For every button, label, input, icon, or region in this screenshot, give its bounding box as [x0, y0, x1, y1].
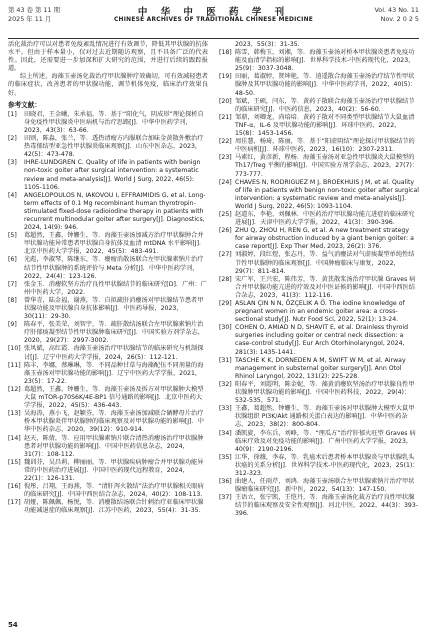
reference-item	[219, 357, 419, 381]
reference-text: 张金玉．消瘿软坚方治疗良性甲状腺结节的临床研究[D]．广州：广州中医药大学，2022.	[24, 280, 207, 296]
reference-item	[219, 73, 419, 97]
reference-item	[8, 483, 208, 499]
reference-item	[219, 179, 419, 211]
reference-number: [7]	[8, 280, 17, 288]
reference-number: [17]	[8, 499, 21, 507]
reference-text: 邹鼎，刘卿龙，尚培培．黄药子散对不同类型甲状腺结节大鼠血清 TNF-α、IL-6 及甲状腺功能的影响[J]．环球中医药，2022，15(8)：1453-1456.	[235, 113, 415, 138]
page-number: 54	[8, 621, 18, 629]
volume-issue-en: Vol. 43 No. 11	[374, 6, 419, 14]
issue-date: 2025 年 11 月	[8, 14, 52, 23]
reference-text: 吴海涛，燕小飞，赵颖芬，等．海藻玉壶汤加减联合硒酵母片治疗桥本甲状腺炎伴甲状腺肿的临床观察及对甲状腺功能的影响[J]．中华中医药杂志，2020，39(12)：910-914.	[24, 410, 204, 434]
reference-text: 胡娅，陈佩佩，杨悦，等．消瘿散结汤联合针刺治疗亚临床甲状腺功能减退症的临床观察[J]．江苏中医药，2023，55(4)：31-35.	[24, 499, 204, 515]
body-paragraph: 活化裁治疗可以对患者免疫紊乱情况进行有效调节，降低其甲状腺的抗体水平。但由于样本量小，仅对过去近期随访观察，且不具备广泛的代表性。因此，还需要进一步加深和扩大研究的范围，并进行后续的跟踪报道。	[8, 41, 208, 73]
reference-number: [6]	[8, 256, 17, 264]
reference-item	[8, 232, 208, 256]
reference-item	[219, 454, 419, 478]
issue-date-en: Nov. 2 0 2 5	[380, 14, 419, 23]
reference-text: 邹斌，王硕，闫东，等．黄药子散联合海藻玉壶汤治疗甲状腺结节的临床研究[J]．中医药信息，2023，40(2)：56-60.	[235, 97, 415, 113]
reference-number: [20]	[219, 97, 232, 105]
reference-item	[219, 324, 419, 356]
reference-text: 田丽，葛淑婷，贤坤艳，等．逍遥散合海藻玉壶汤治疗结节性甲状腺肿及其甲状腺功能的影响[J]．中华中医药学刊，2022，40(5)：48-50.	[235, 73, 417, 97]
issue-info-en	[374, 6, 419, 23]
reference-number: [16]	[8, 483, 21, 491]
reference-number: [21]	[219, 113, 232, 121]
conclusion-paragraph: 综上所述，海藻玉壶汤化裁治疗甲状腺肿疗效确切，可有效减轻患者的临床症状，改善患者的甲状腺功能，调节机体免疫，临床治疗效果良好。	[8, 73, 208, 97]
reference-text: 赵天，陈倩，等．应用甲状腺素钠片联合清热消瘿汤治疗甲状腺肿患者对甲状腺功能的影响[J]．中国中医药信息杂志，2024，31(7)：108-112.	[24, 434, 204, 458]
reference-item	[219, 138, 419, 154]
reference-text: 倪彤，吕翔，王海燕，等．“清肝泻火散结”法治疗甲状腺相关眼病的临床研究[J]．中国中西医结合杂志，2024，40(2)：108-113.	[24, 483, 204, 499]
reference-text: 陈春平，张美荣，刘智宇，等．疏肝散结汤联合左甲状腺素钠片治疗肝郁痰凝型结节性甲状腺肿临床研究[J]．中国实验方剂学杂志，2020，29(27)：2997-3002.	[24, 321, 204, 345]
reference-item	[8, 111, 208, 135]
reference-text: 光彪，李淑琴，陈继东，等．瘿瘤消散汤联合左甲状腺素钠片治疗结节性甲状腺肿的系统评价与 Meta 分析[J]．中华中医药学刊，2022，24(4)：123-126.	[24, 256, 204, 280]
reference-number: [27]	[219, 251, 232, 259]
reference-item	[8, 435, 208, 459]
reference-number: [12]	[8, 385, 21, 393]
reference-item	[219, 211, 419, 227]
reference-text: 周佳慧，杨琦，陈丽，等．基于“阳虚阴结”理论探讨甲状腺结节的中医病机[J]．环球中医药，2023，16(10)：2307-2311.	[235, 138, 415, 154]
reference-number: [25]	[219, 210, 232, 218]
reference-text: ZHU Q, ZHOU H, REN G, et al. A new treatment strategy for airway obstruction induced by a giant benign goiter: a case report[J]. Exp Ther Med, 2023, 26(2): 376.	[235, 227, 414, 251]
reference-text: 陈雪，韩梅玉，刘湘，等．海藻玉壶汤对桥本甲状腺炎患者免疫功能及血清学指标的影响[J]．世界科学技术-中医药现代化，2023，25(9)：3037-3048.	[235, 49, 415, 73]
reference-text: ASLAN ÇIN N N, ÖZÇELIK A Ö. The iodine knowledge of pregnant women in an endemic goiter area: a cross-sectional study[J]. Nutr Food Sci, 2022, 52(1): 13-24.	[235, 300, 405, 324]
reference-text: 曾华青，陆金福，谢燕，等．自拟疏肝消瘿汤对甲状腺结节患者甲状腺功能及甲状腺自身抗体影响[J]．中医药导报，2023，30(11)：29-30.	[24, 296, 204, 321]
reference-item	[8, 345, 208, 361]
reference-number: [32]	[219, 380, 232, 388]
reference-item	[219, 478, 419, 494]
reference-text: 魏训芬，吴昌莉，柳丽丽，等．甲状腺疾病肿瘤合并甲状腺功能异常的中医药治疗进展[J]．中国中医药现代远程教育，2024，22(1)：126-131.	[24, 458, 204, 482]
reference-text: COHEN O, AMIAD N D, SHAVIT E, et al. Drainless thyroid surgeries including goiter or central neck dissection: a case-control study[J]. Eur Arch Otorhinolaryngol, 2024, 281(3): 1435-1441.	[235, 324, 409, 356]
reference-item	[8, 192, 208, 232]
reference-text: 田晓君，王金曦，朱承福，等．基于“阳化气，阴成形”理论探析自身免疫性甲状腺炎中医病机与治疗思路[J]．中华中医药学刊，2023，43(3)：63-66.	[24, 110, 204, 134]
reference-item	[8, 410, 208, 434]
reference-number: [4]	[8, 191, 17, 199]
reference-number: [30]	[219, 324, 232, 332]
reference-item	[219, 98, 419, 114]
reference-text: CHAVES N, RODRIGUEZ M J, BROEKHUIS J M, et al. Quality of life in patients with benign non-toxic goiter after surgical intervention: a systematic review and meta-analysis[J]. World J Surg, 2022, 46(5): 1093-1104.	[235, 178, 419, 210]
reference-number: [29]	[219, 300, 232, 307]
reference-number: [24]	[219, 178, 232, 186]
reference-item	[8, 256, 208, 280]
references-heading: 参考文献：	[8, 100, 41, 109]
reference-number: [19]	[219, 73, 232, 81]
journal-title-en: CHINESE ARCHIVES OF TRADITIONAL CHINESE MEDICINE	[113, 17, 314, 23]
reference-item	[219, 494, 419, 518]
reference-number: [2]	[8, 135, 17, 143]
reference-text: 葛超然，王鑫，钟姗生，等．海藻玉壶汤及拆方对甲状腺肿大模型大鼠 mTOR-p70S6K/4E-BP1 信号通路的影响[J]．北京中医药大学学报，2022，45(5)：436-443.	[24, 385, 204, 410]
reference-number: [10]	[8, 345, 21, 353]
right-column	[219, 41, 419, 519]
reference-item	[219, 405, 419, 429]
reference-number: [37]	[219, 494, 232, 502]
reference-item	[219, 41, 419, 49]
reference-item	[219, 251, 419, 275]
reference-number: [9]	[8, 321, 17, 329]
reference-number: [28]	[219, 275, 232, 283]
reference-number: [5]	[8, 232, 17, 240]
reference-number	[219, 41, 235, 49]
reference-item	[8, 321, 208, 345]
reference-text: 葛超然，王鑫，钟姗生，等．海藻玉壶汤加减方治疗甲状腺肿合并甲状腺功能异常患者甲状腺自身抗体及血清 mtDNA 水平影响[J]．北京中医药大学学报，2022，45(5)：483-491.	[24, 232, 206, 256]
reference-text: 阳春平，刘霞明，陈金妮，等．藻黄消瘿软坚汤治疗甲状腺良性甲状腺肿甲状腺功能的影响[J]．中国中医药科技，2022，29(4)：532-535，571.	[235, 380, 415, 405]
reference-item	[219, 300, 419, 324]
reference-text: 陈丰，李娜，蔡琳琳，等．不同品种甘草与海藻配伍不同剂量的海藻玉壶汤对甲状腺功能的影响[J]．辽宁中医药大学学报，2021，23(5)：17-22.	[24, 361, 204, 385]
reference-number: [15]	[8, 458, 21, 466]
reference-item	[8, 135, 208, 159]
reference-text: 王鑫，葛超然，钟姗生，等．海藻玉壶汤对甲状腺肿大模型大鼠甲状腺组织 PI3K/Akt 通路相关蛋白表达的影响[J]．中华中医药杂志，2023，38(2)：800-804.	[235, 405, 415, 429]
volume-issue: 第 43 卷 第 11 期	[8, 6, 60, 14]
reference-item	[219, 276, 419, 300]
reference-number: [22]	[219, 138, 232, 146]
reference-number: [36]	[219, 478, 232, 486]
reference-number: [33]	[219, 405, 232, 413]
journal-header	[8, 4, 419, 39]
reference-text: TASCHE K K, DORNEDEN A M, SWIFT W M, et al. Airway management in substernal goiter surgery[J]. Ann Otol Rhinol Laryngol, 2022, 131(2): 225-228.	[235, 356, 406, 380]
reference-text: IHRE-LUNDGREN C. Quality of life in patients with benign non-toxic goiter after surgical intervention: a systematic review and meta-analysis[J]. World J Surg, 2022, 46(5): 1105-1106.	[24, 159, 201, 191]
journal-title-cn: 中 华 中 医 药 学 刊	[137, 7, 290, 18]
reference-text: 田则，陈淼，张兰，等．透热清瘤方内服联合加味金黄散外敷治疗热毒郁结型亚急性甲状腺炎临床观察[J]．山东中医杂志，2023，42(5)：473-478.	[24, 135, 204, 159]
reference-text: 王语立，张宁凯，王恺丹，等．海藻玉壶汤化裁方治疗良性甲状腺结节的临床观察及安全性观察[J]．河北中医，2022，44(3)：393-396.	[235, 494, 419, 518]
reference-number: [13]	[8, 410, 21, 418]
reference-item	[219, 49, 419, 73]
reference-number: [14]	[8, 434, 21, 442]
reference-number: [31]	[219, 356, 232, 364]
reference-item	[8, 386, 208, 410]
reference-text: 马素红，黄彦新，程杨．海藻玉壶汤对亚急性甲状腺炎大鼠模型的 Th17/Treg 平衡的影响[J]．中国实验方剂学杂志，2023，27(7)：773-777.	[235, 154, 419, 178]
reference-item	[8, 459, 208, 483]
reference-text: 曲建人，任雨芹，刘鸿．海藻玉壶汤联合左甲状腺素钠片治疗甲状腺瘤临床研究[J]．新中医，2022，54(13)：147-150.	[235, 478, 415, 494]
reference-number: [35]	[219, 453, 232, 461]
reference-number: [26]	[219, 227, 232, 235]
reference-number: [8]	[8, 296, 17, 304]
reference-number: [11]	[8, 361, 21, 369]
reference-text: 潘凯旋，李东兵，刘峰，等．“理瓜方”治疗肝郁火旺型 Graves 病临床疗效及对免疫功能的影响[J]．广州中医药大学学报，2023，40(9)：2190-2196.	[235, 429, 416, 453]
reference-item	[219, 381, 419, 405]
reference-list	[219, 41, 419, 519]
reference-number: [1]	[8, 110, 17, 118]
reference-item	[219, 430, 419, 454]
reference-item	[8, 297, 208, 321]
reference-text: 赵道东，李艳，刘佩林．中医药治疗甲状腺功能亢进症的临床研究进展[J]．天津中医药大学学报，2022，41(3)：390-396.	[235, 210, 415, 227]
reference-text: 江华，徐薇，李春，等．乳癌术后患者桥本甲状腺炎与甲状腺乳头状癌的关系分析[J]．世界科学技术-中医药现代化，2023，25(1)：312-323.	[235, 453, 419, 477]
reference-item	[8, 159, 208, 191]
reference-item	[219, 227, 419, 251]
reference-text: ANGELOPOULOS N, IAKOVOU I, EFFRAIMIDIS G, et al. Long-term effects of 0.1 Mg recombinant human thyrotropin-stimulated fixed-dose radioiodine therapy in patients with recurrent multinodular goiter after surgery[J]. Diagnostics, 2024, 14(9): 946.	[24, 191, 206, 232]
reference-item	[8, 499, 208, 515]
reference-text: 宋广军，王兴宏，陈伟芳，等．黄芪散浆汤治疗甲状腺 Graves 病合并甲状腺功能亢进的疗效及对中医证候的影响[J]．中国中西医结合杂志，2023，41(3)：112-116.	[235, 275, 416, 299]
reference-number: [3]	[8, 159, 17, 167]
left-column	[8, 41, 208, 515]
reference-item	[219, 114, 419, 138]
reference-text: 2023，55(3)：31-35.	[235, 41, 300, 48]
reference-text: 张凤斌，高红霞．海藻玉壶汤治疗甲状腺结节的临床研究与机制探讨[J]．辽宁中医药大学学报，2024，26(5)：112-121.	[24, 345, 204, 361]
reference-text: 刘淑婷，段红煜，张志丹，等．益气消瘿法对气虚痰凝型单纯性结节性甲状腺肿的临床观察[J]．中国肿瘤临床与康复，2022，29(7)：811-814.	[235, 251, 415, 275]
reference-list	[8, 111, 208, 516]
reference-item	[219, 154, 419, 178]
reference-number: [23]	[219, 154, 232, 162]
reference-item	[8, 281, 208, 297]
reference-number: [34]	[219, 429, 232, 437]
reference-item	[8, 362, 208, 386]
reference-number: [18]	[219, 49, 232, 57]
